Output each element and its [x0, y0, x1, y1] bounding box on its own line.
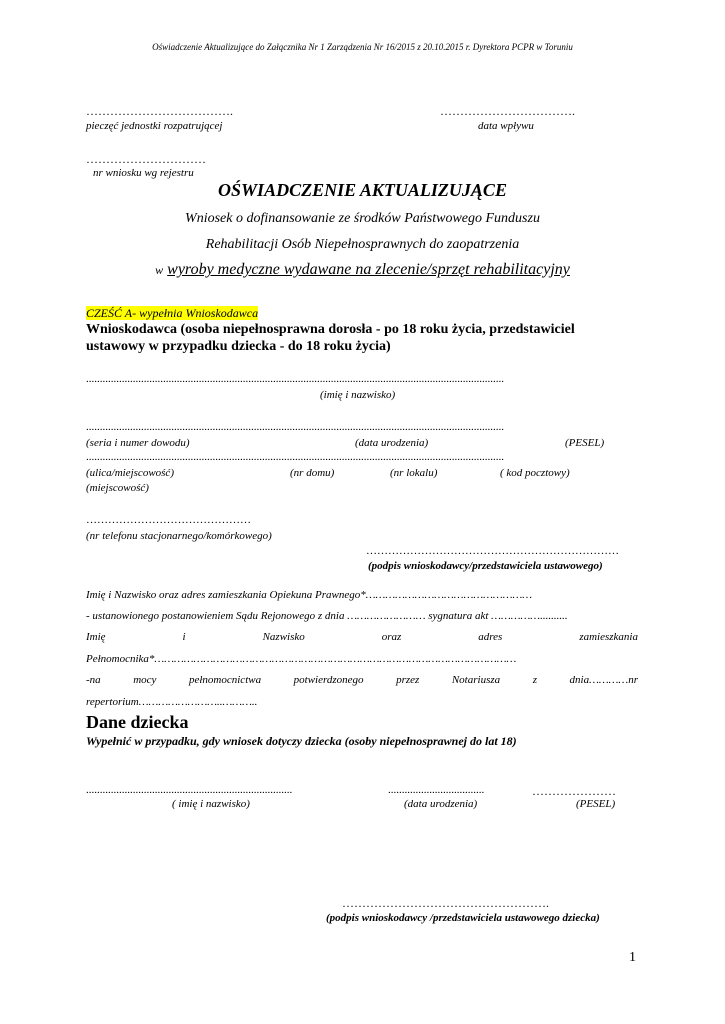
id-label: (seria i numer dowodu)	[86, 437, 190, 449]
document-title: OŚWIADCZENIE AKTUALIZUJĄCE	[218, 180, 507, 200]
document-reference: Oświadczenie Aktualizujące do Załącznika Nr 1 Zarządzenia Nr 16/2015 z 20.10.2015 r. Dyrektora PCPR w Toruniu	[152, 42, 573, 52]
applicant-signature-label: (podpis wnioskodawcy/przedstawiciela ustawowego)	[368, 560, 603, 572]
house-label: (nr domu)	[290, 467, 335, 479]
proxy-word: pełnomocnictwa	[188, 674, 262, 686]
applicant-heading-line-1: Wnioskodawca (osoba niepełnosprawna dorosła - po 18 roku życia, przedstawiciel	[86, 322, 575, 337]
child-signature-label: (podpis wnioskodawcy /przedstawiciela ustawowego dziecka)	[326, 912, 600, 924]
address-dots: ........................................................................................................................................................	[86, 451, 504, 463]
street-label: (ulica/miejscowość)	[86, 467, 174, 479]
stamp-dots: ……………………………….	[86, 104, 233, 118]
proxy-word: adres	[478, 631, 503, 643]
title-line-2: Rehabilitacji Osób Niepełnosprawnych do zaopatrzenia	[205, 237, 520, 252]
proxy-line-1	[86, 631, 638, 643]
section-a-label	[86, 306, 258, 321]
child-birth-dots: ...................................	[388, 784, 485, 796]
proxy-word: przez	[396, 674, 420, 686]
name-label: (imię i nazwisko)	[320, 389, 396, 401]
proxy-word: Imię	[86, 631, 106, 643]
proxy-line-3	[86, 674, 638, 686]
register-label: nr wniosku wg rejestru	[93, 167, 194, 179]
proxy-word: z	[532, 674, 537, 686]
guardian-line-2: - ustanowionego postanowieniem Sądu Rejonowego z dnia …………………… sygnatura akt ……………..........	[86, 610, 568, 622]
proxy-word: dnia…………nr	[569, 674, 638, 686]
proxy-line-2: Pełnomocnika*…………………………………………………………………………………………………	[86, 653, 517, 665]
title-line-1: Wniosek o dofinansowanie ze środków Państwowego Funduszu	[185, 211, 540, 226]
proxy-word: -na	[86, 674, 101, 686]
child-pesel-label: (PESEL)	[576, 798, 616, 810]
title-line-3-prefix: w	[155, 263, 164, 277]
flat-label: (nr lokalu)	[390, 467, 438, 479]
proxy-word: mocy	[133, 674, 157, 686]
id-dots: ........................................................................................................................................................	[86, 421, 504, 433]
section-a-label-text: CZEŚĆ A- wypełnia Wnioskodawca	[86, 306, 259, 320]
child-name-dots: ...........................................................................	[86, 784, 293, 796]
applicant-heading-line-2: ustawowy w przypadku dziecka - do 18 roku życia)	[86, 339, 391, 354]
proxy-word: potwierdzonego	[293, 674, 364, 686]
pesel-label: (PESEL)	[565, 437, 605, 449]
child-signature-dots: …………………………………………….	[342, 896, 549, 910]
birth-label: (data urodzenia)	[355, 437, 429, 449]
phone-dots: ………………………………………	[86, 514, 251, 526]
proxy-word: oraz	[381, 631, 402, 643]
page-number: 1	[629, 950, 636, 965]
register-dots: …………………………	[86, 152, 206, 166]
title-line-3-text: wyroby medyczne wydawane na zlecenie/sprzęt rehabilitacyjny	[167, 261, 570, 278]
proxy-word: Notariusza	[451, 674, 501, 686]
guardian-line-1: Imię i Nazwisko oraz adres zamieszkania Opiekuna Prawnego*……………………………………………	[86, 589, 533, 601]
date-label: data wpływu	[478, 120, 534, 132]
stamp-label: pieczęć jednostki rozpatrującej	[86, 120, 223, 132]
child-birth-label: (data urodzenia)	[404, 798, 478, 810]
phone-label: (nr telefonu stacjonarnego/komórkowego)	[86, 530, 272, 542]
proxy-line-4: repertorium……………………..………..	[86, 696, 258, 708]
proxy-word: Nazwisko	[262, 631, 305, 643]
date-dots: …………………………….	[440, 104, 575, 118]
town-label: (miejscowość)	[86, 482, 149, 494]
name-dots: ........................................................................................................................................................	[86, 373, 504, 385]
applicant-signature-dots: ……………………………………………………………	[366, 545, 619, 557]
child-name-label: ( imię i nazwisko)	[172, 798, 250, 810]
title-line-3	[0, 261, 725, 279]
child-pesel-dots: …………………	[532, 784, 616, 798]
postal-label: ( kod pocztowy)	[500, 467, 570, 479]
proxy-word: i	[182, 631, 186, 643]
child-heading: Dane dziecka	[86, 712, 189, 732]
child-subheading: Wypełnić w przypadku, gdy wniosek dotyczy dziecka (osoby niepełnosprawnej do lat 18)	[86, 734, 517, 748]
proxy-word: zamieszkania	[579, 631, 638, 643]
